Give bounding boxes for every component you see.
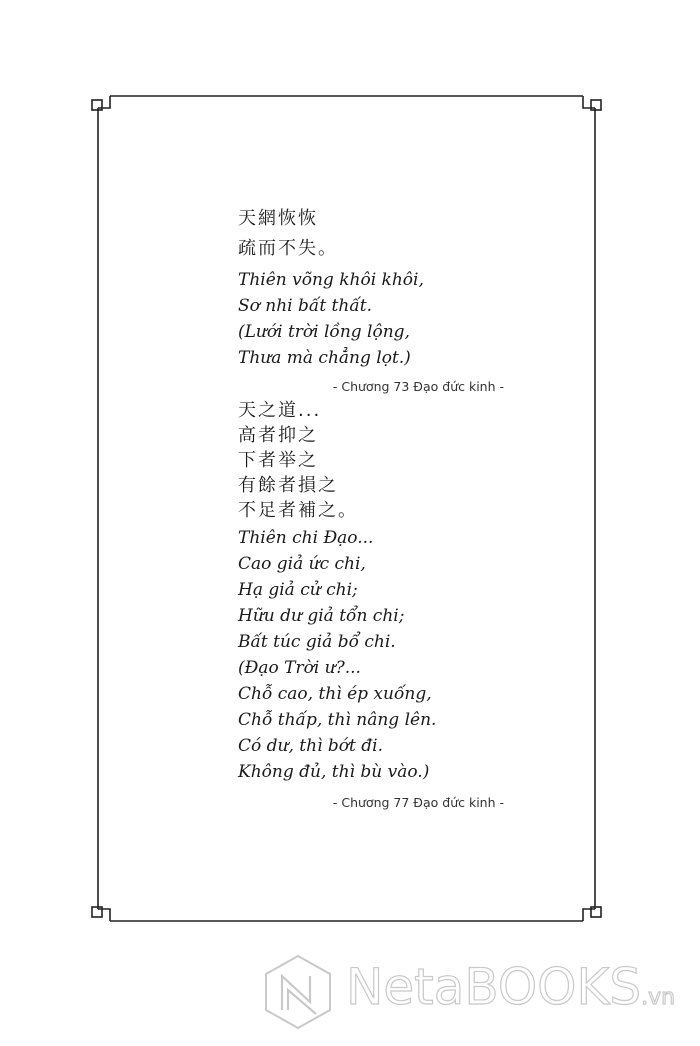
- vietnamese-line: Cao giả ức chi,: [238, 554, 366, 574]
- chinese-line: 疏而不失。: [238, 238, 338, 259]
- vietnamese-line: Hữu dư giả tổn chi;: [238, 606, 405, 626]
- vietnamese-line: Thưa mà chẳng lọt.): [238, 348, 411, 368]
- vietnamese-line: Bất túc giả bổ chi.: [238, 632, 396, 652]
- vietnamese-line: Sơ nhi bất thất.: [238, 296, 372, 316]
- chinese-line: 天網恢恢: [238, 208, 318, 229]
- netabooks-watermark: [258, 952, 678, 1032]
- watermark-brand: NetaBOOKS.vn: [346, 958, 676, 1016]
- chinese-line: 有餘者損之: [238, 475, 338, 496]
- vietnamese-line: Thiên võng khôi khôi,: [238, 270, 424, 290]
- vietnamese-line: (Đạo Trời ư?...: [238, 658, 361, 678]
- chapter-source: - Chương 77 Đạo đức kinh -: [332, 795, 504, 810]
- netabooks-logo-icon: [258, 952, 338, 1032]
- chapter-source: - Chương 73 Đạo đức kinh -: [332, 379, 504, 394]
- chinese-line: 高者抑之: [238, 425, 318, 446]
- watermark-suffix: .vn: [641, 985, 676, 1010]
- vietnamese-line: (Lưới trời lồng lộng,: [238, 322, 410, 342]
- vietnamese-line: Chỗ thấp, thì nâng lên.: [238, 710, 437, 730]
- chinese-line: 天之道...: [238, 400, 322, 421]
- vietnamese-line: Thiên chi Đạo...: [238, 528, 374, 548]
- vietnamese-line: Chỗ cao, thì ép xuống,: [238, 684, 432, 704]
- vietnamese-line: Không đủ, thì bù vào.): [238, 762, 430, 782]
- chinese-line: 下者举之: [238, 450, 318, 471]
- vietnamese-line: Có dư, thì bớt đi.: [238, 736, 383, 756]
- chinese-line: 不足者補之。: [238, 500, 358, 521]
- vietnamese-line: Hạ giả cử chi;: [238, 580, 358, 600]
